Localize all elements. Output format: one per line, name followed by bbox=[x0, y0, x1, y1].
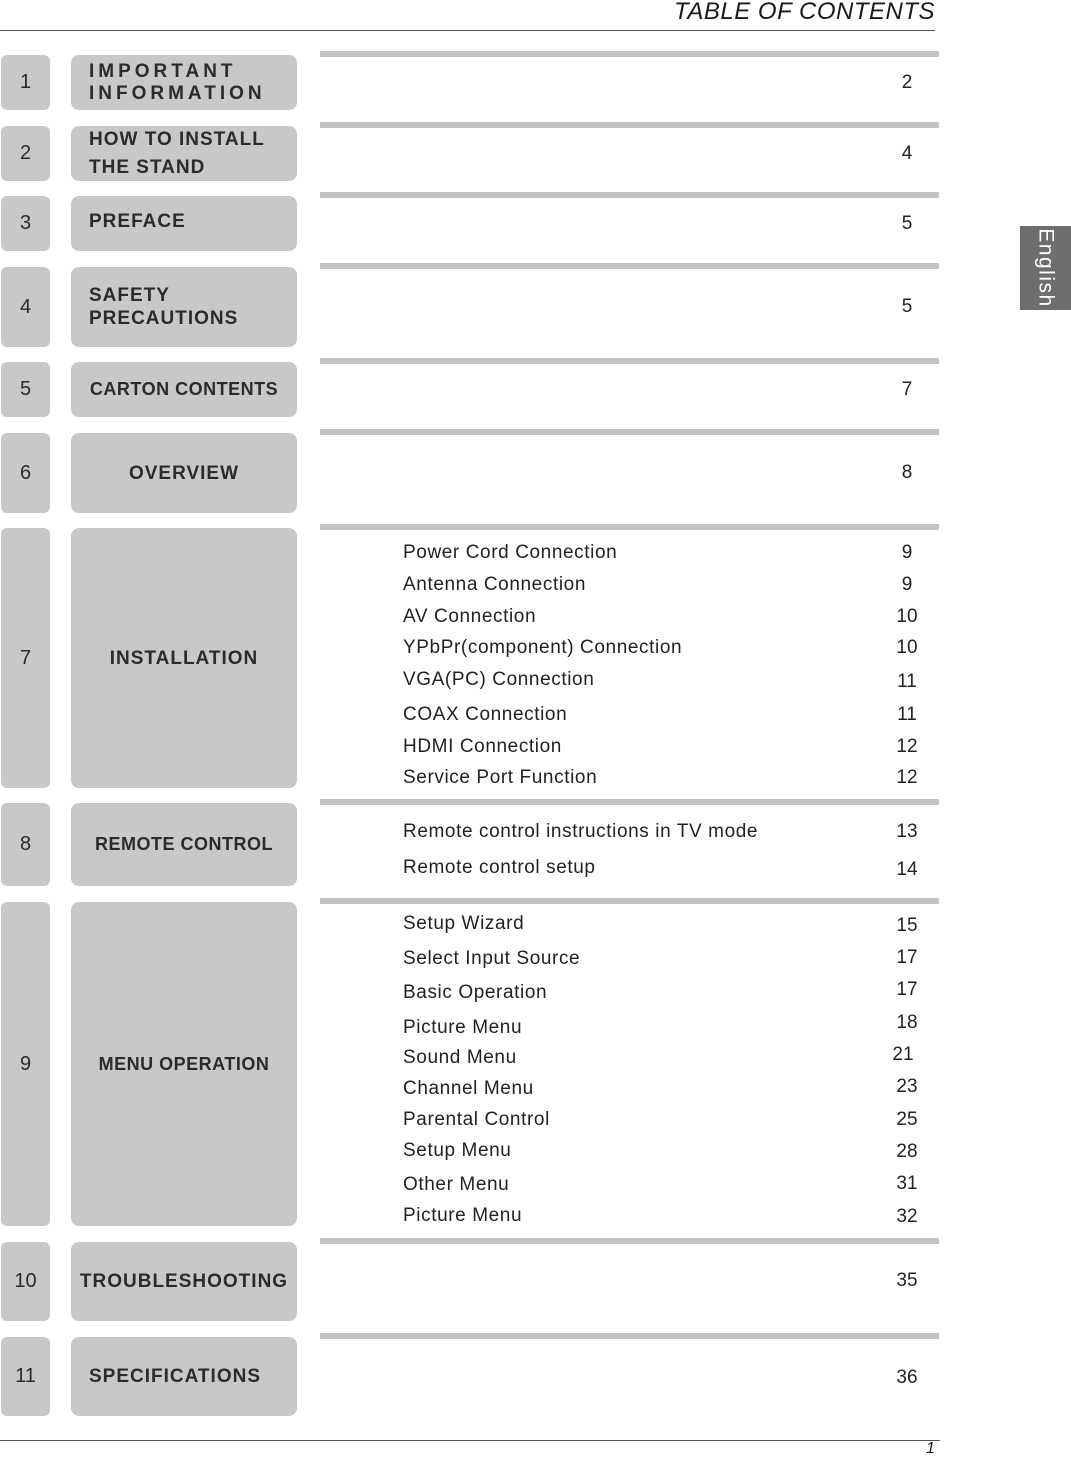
section-divider bbox=[320, 429, 939, 435]
toc-entry[interactable]: Remote control setup bbox=[403, 857, 596, 878]
language-tab[interactable] bbox=[1020, 226, 1071, 310]
toc-entry[interactable]: Antenna Connection bbox=[403, 574, 586, 595]
toc-section-2[interactable] bbox=[0, 126, 940, 181]
toc-entry-page: 21 bbox=[892, 1044, 914, 1065]
section-title: OVERVIEW bbox=[71, 433, 297, 513]
section-title: IMPORTANT INFORMATION bbox=[71, 55, 297, 110]
section-number: 7 bbox=[1, 528, 50, 788]
header-divider bbox=[0, 30, 935, 31]
section-page: 5 bbox=[901, 296, 913, 317]
toc-entry[interactable]: Setup Menu bbox=[403, 1140, 512, 1161]
toc-entry-page: 15 bbox=[896, 915, 918, 936]
section-number: 8 bbox=[1, 803, 50, 886]
section-title: REMOTE CONTROL bbox=[71, 803, 297, 886]
toc-section-8[interactable] bbox=[0, 803, 940, 886]
toc-entry-page: 14 bbox=[896, 859, 918, 880]
toc-section-11[interactable] bbox=[0, 1337, 940, 1416]
toc-entry-page: 11 bbox=[897, 671, 917, 692]
toc-entry-page: 32 bbox=[896, 1206, 918, 1227]
section-divider bbox=[320, 898, 939, 904]
toc-entry-page: 9 bbox=[901, 542, 913, 563]
toc-entry[interactable]: AV Connection bbox=[403, 606, 537, 627]
toc-entry-page: 31 bbox=[896, 1173, 918, 1194]
toc-entry-page: 18 bbox=[896, 1012, 918, 1033]
toc-section-1[interactable] bbox=[0, 55, 940, 110]
section-divider bbox=[320, 122, 939, 128]
toc-entry[interactable]: Power Cord Connection bbox=[403, 542, 618, 563]
toc-entry-page: 11 bbox=[897, 704, 917, 725]
section-title: MENU OPERATION bbox=[71, 902, 297, 1226]
section-number: 2 bbox=[1, 126, 50, 181]
toc-entry[interactable]: Picture Menu bbox=[403, 1017, 523, 1038]
section-number: 11 bbox=[1, 1337, 50, 1416]
section-divider bbox=[320, 358, 939, 364]
toc-entry[interactable]: YPbPr(component) Connection bbox=[403, 637, 683, 658]
section-title: TROUBLESHOOTING bbox=[71, 1242, 297, 1321]
toc-section-4[interactable] bbox=[0, 267, 940, 347]
toc-entry-page: 12 bbox=[896, 736, 918, 757]
toc-entry[interactable]: Basic Operation bbox=[403, 982, 548, 1003]
toc-entry[interactable]: Channel Menu bbox=[403, 1078, 534, 1099]
section-title: HOW TO INSTALL THE STAND bbox=[71, 126, 297, 181]
section-number: 3 bbox=[1, 196, 50, 251]
toc-section-9[interactable] bbox=[0, 902, 940, 1226]
page-title: TABLE OF CONTENTS bbox=[674, 0, 935, 25]
section-divider bbox=[320, 524, 939, 530]
section-page: 35 bbox=[896, 1270, 918, 1291]
section-title: SPECIFICATIONS bbox=[71, 1337, 297, 1416]
toc-entry[interactable]: COAX Connection bbox=[403, 704, 568, 725]
section-page: 5 bbox=[901, 213, 913, 234]
toc-entry-page: 10 bbox=[896, 606, 918, 627]
toc-entry[interactable]: Sound Menu bbox=[403, 1047, 517, 1068]
section-title: SAFETY PRECAUTIONS bbox=[71, 267, 297, 347]
section-divider bbox=[320, 1238, 939, 1244]
language-tab-label: English bbox=[1034, 228, 1058, 308]
section-page: 36 bbox=[896, 1367, 918, 1388]
toc-entry-page: 23 bbox=[896, 1076, 918, 1097]
toc-entry-page: 25 bbox=[896, 1109, 918, 1130]
section-number: 1 bbox=[1, 55, 50, 110]
section-number: 10 bbox=[1, 1242, 50, 1321]
section-page: 8 bbox=[901, 462, 913, 483]
toc-entry-page: 13 bbox=[896, 821, 918, 842]
toc-entry-page: 10 bbox=[896, 637, 918, 658]
section-number: 6 bbox=[1, 433, 50, 513]
toc-entry[interactable]: Select Input Source bbox=[403, 948, 581, 969]
toc-entry[interactable]: Other Menu bbox=[403, 1174, 510, 1195]
footer-divider bbox=[0, 1440, 940, 1441]
toc-entry-page: 9 bbox=[901, 574, 913, 595]
toc-section-7[interactable] bbox=[0, 528, 940, 788]
section-number: 4 bbox=[1, 267, 50, 347]
toc-entry[interactable]: Setup Wizard bbox=[403, 913, 525, 934]
section-divider bbox=[320, 192, 939, 198]
section-title: CARTON CONTENTS bbox=[71, 362, 297, 417]
toc-entry-page: 17 bbox=[896, 979, 918, 1000]
section-divider bbox=[320, 1333, 939, 1339]
section-number: 5 bbox=[1, 362, 50, 417]
toc-entry[interactable]: HDMI Connection bbox=[403, 736, 562, 757]
toc-entry[interactable]: VGA(PC) Connection bbox=[403, 669, 595, 690]
section-divider bbox=[320, 51, 939, 57]
section-divider bbox=[320, 799, 939, 805]
toc-entry-page: 12 bbox=[896, 767, 918, 788]
toc-section-3[interactable] bbox=[0, 196, 940, 251]
section-title: PREFACE bbox=[71, 196, 297, 251]
section-page: 7 bbox=[901, 379, 913, 400]
toc-entry[interactable]: Remote control instructions in TV mode bbox=[403, 821, 759, 842]
toc-section-6[interactable] bbox=[0, 433, 940, 513]
toc-section-10[interactable] bbox=[0, 1242, 940, 1321]
section-number: 9 bbox=[1, 902, 50, 1226]
section-page: 4 bbox=[901, 143, 913, 164]
toc-section-5[interactable] bbox=[0, 362, 940, 417]
toc-entry-page: 28 bbox=[896, 1141, 918, 1162]
section-title: INSTALLATION bbox=[71, 528, 297, 788]
toc-entry-page: 17 bbox=[896, 947, 918, 968]
toc-entry[interactable]: Service Port Function bbox=[403, 767, 598, 788]
toc-entry[interactable]: Picture Menu bbox=[403, 1205, 523, 1226]
page-number: 1 bbox=[926, 1440, 935, 1457]
toc-entry[interactable]: Parental Control bbox=[403, 1109, 550, 1130]
section-page: 2 bbox=[901, 72, 913, 93]
section-divider bbox=[320, 263, 939, 269]
